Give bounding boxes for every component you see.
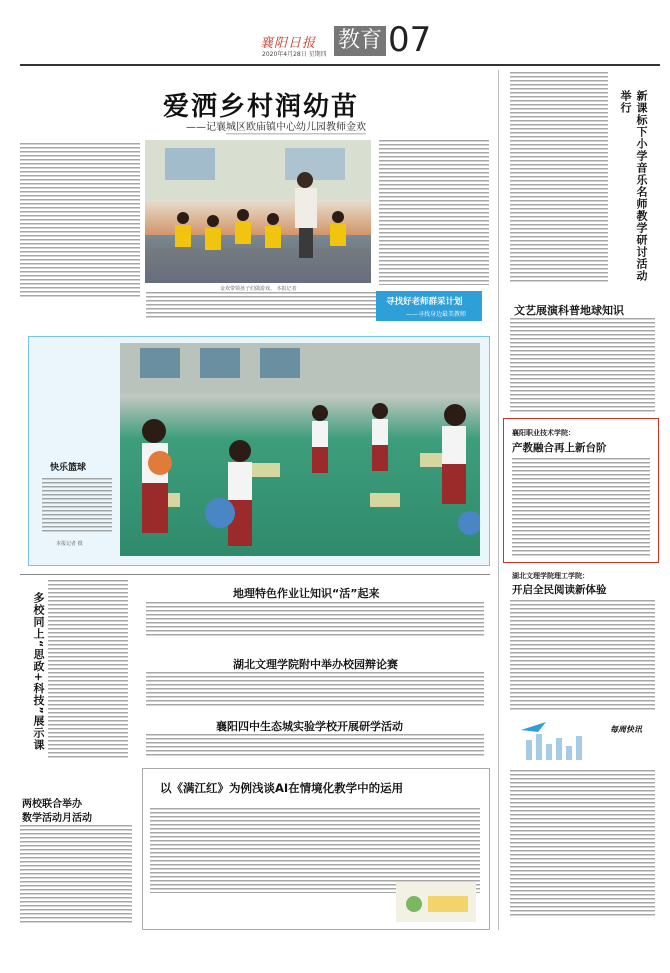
basketball-photo bbox=[120, 343, 480, 556]
joint-headline-1: 两校联合举办 bbox=[22, 799, 82, 810]
lead-headline: 爱洒乡村润幼苗 bbox=[163, 92, 360, 122]
left-body-1 bbox=[48, 580, 128, 760]
basketball-caption bbox=[42, 478, 112, 533]
joint-body bbox=[20, 825, 132, 923]
boxed-kicker: 襄阳职业技术学院： bbox=[512, 429, 575, 437]
date-line: 2020年4月28日 星期四 bbox=[262, 51, 327, 58]
culture-body bbox=[510, 318, 655, 413]
ai-illustration bbox=[396, 882, 476, 922]
masthead-rule bbox=[20, 64, 660, 66]
section-label: 教育 bbox=[334, 26, 386, 56]
promo-box[interactable] bbox=[376, 291, 482, 321]
vertical-headline-ideology: 多校同上“思政+科技”展示课 bbox=[32, 592, 45, 751]
lead-body-col3 bbox=[379, 140, 489, 285]
page-number: 07 bbox=[388, 20, 432, 60]
lead-body-bottom bbox=[146, 292, 376, 318]
right-body-1 bbox=[510, 72, 608, 282]
boxed-headline: 产教融合再上新台阶 bbox=[512, 442, 607, 454]
ai-body bbox=[150, 808, 480, 893]
weekly-news-title: 每周快讯 bbox=[610, 725, 642, 734]
hubei-headline: 开启全民阅读新体验 bbox=[512, 584, 607, 596]
campus-headline: 湖北文理学院附中举办校园辩论赛 bbox=[233, 658, 398, 671]
basketball-credit: 本报记者 摄 bbox=[56, 541, 83, 547]
lead-photo-caption: 金欢带领孩子们做游戏。 本报记者 bbox=[220, 286, 297, 292]
basketball-title: 快乐篮球 bbox=[50, 463, 87, 473]
boxed-body bbox=[512, 458, 650, 556]
weekly-news-body bbox=[510, 770, 655, 918]
research-headline: 襄阳四中生态城实验学校开展研学活动 bbox=[216, 720, 403, 733]
newspaper-logo: 襄阳日报 bbox=[260, 36, 317, 51]
lead-body-col1 bbox=[20, 143, 140, 298]
hubei-kicker: 湖北文理学院理工学院： bbox=[512, 572, 589, 580]
lead-subhead: ——记襄城区欧庙镇中心幼儿园教师金欢 bbox=[186, 122, 366, 133]
campus-body bbox=[146, 672, 484, 708]
research-body bbox=[146, 734, 484, 756]
hubei-body bbox=[510, 600, 655, 710]
promo-title: 寻找好老师群采计划 bbox=[386, 297, 463, 307]
column-divider bbox=[498, 70, 499, 930]
byline bbox=[226, 133, 366, 137]
lead-photo bbox=[145, 140, 371, 283]
vertical-headline-music: 新课标下小学音乐名师教学研讨活动举行 bbox=[619, 90, 648, 282]
culture-headline: 文艺展演科普地球知识 bbox=[514, 304, 624, 317]
promo-subtitle: ——寻找身边最美教师 bbox=[406, 311, 467, 318]
section-rule bbox=[20, 574, 490, 575]
joint-headline-2: 数学活动月活动 bbox=[22, 813, 92, 824]
geo-headline: 地理特色作业让知识“活”起来 bbox=[233, 587, 380, 600]
geo-body bbox=[146, 602, 484, 638]
ai-headline: 以《满江红》为例浅谈AI在情境化教学中的运用 bbox=[160, 781, 404, 795]
